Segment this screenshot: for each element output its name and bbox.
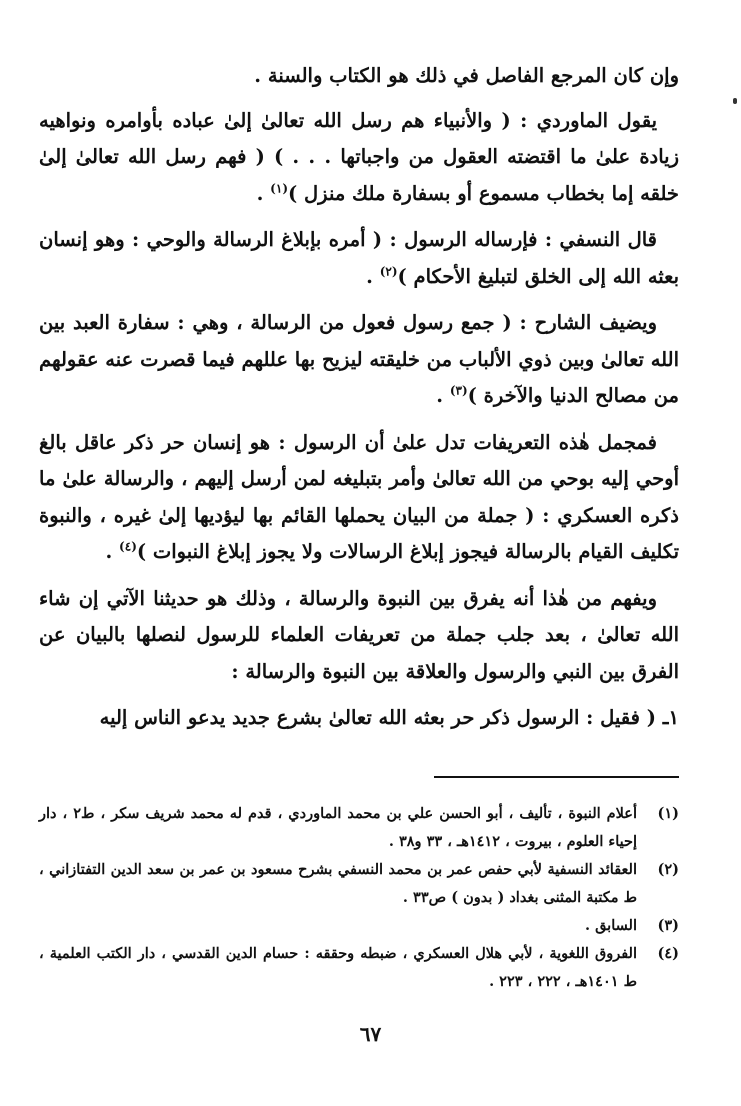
footnote-number: (١): [657, 805, 679, 822]
paragraph-text: ويفهم من هٰذا أنه يفرق بين النبوة والرسالة ، وذلك هو حديثنا الآتي إن شاء الله تعالىٰ ، بعد جلب جملة من تعريفات العلماء للرسول لنصلها بالبيان عن الفرق بين النبي والرسول والعلاقة بين النبوة والرسالة :: [39, 586, 679, 683]
footnote: [39, 912, 679, 940]
footnote-number: (٢): [657, 861, 679, 878]
footnote-number: (٤): [657, 945, 679, 962]
paragraph-text: فمجمل هٰذه التعريفات تدل علىٰ أن الرسول : هو إنسان حر ذكر عاقل بالغ أوحي إليه بوحي من الله تعالىٰ وأمر بتبليغه لمن أرسل إليهم ، والرسالة علىٰ ما ذكره العسكري : ( جملة من البيان يحملها القائم بها ليؤديها إلىٰ غيره ، والنبوة تكليف القيام بالرسالة فيجوز إبلاغ الرسالات ولا يجوز إبلاغ النبوات ): [39, 430, 679, 563]
footnote-text: العقائد النسفية لأبي حفص عمر بن محمد النسفي بشرح مسعود بن عمر بن سعد الدين التفتازاني ، ط مكتبة المثنى بغداد ( بدون ) ص٣٣ .: [39, 861, 637, 906]
paragraph: يقول الماوردي : ( والأنبياء هم رسل الله تعالىٰ إلىٰ عباده بأوامره ونواهيه زيادة علىٰ ما اقتضته العقول من واجباتها . . . ) ( فهم رسل الله تعالىٰ إلىٰ خلقه إما بخطاب مسموع أو بسفارة ملك منزل )$^{(١)}$ .: [39, 108, 679, 205]
footnote-ref: (٤): [119, 539, 137, 554]
footnote-number: (٣): [657, 917, 679, 934]
paragraph: ويضيف الشارح : ( جمع رسول فعول من الرسالة ، وهي : سفارة العبد بين الله تعالىٰ وبين ذوي الألباب من خليقته ليزيح بها عللهم فيما قصرت عنه عقولهم من مصالح الدنيا والآخرة )$^{(٣)}$ .: [39, 311, 679, 407]
footnotes: [39, 800, 679, 996]
footnote: [39, 940, 679, 996]
footnote-ref: (١): [270, 181, 288, 195]
paragraph-text: وإن كان المرجع الفاصل في ذلك هو الكتاب والسنة .: [254, 64, 679, 87]
paragraph: قال النسفي : فإرساله الرسول : ( أمره بإبلاغ الرسالة والوحي : وهو إنسان بعثه الله إلى الخلق لتبليغ الأحكام )$^{(٢)}$ .: [39, 228, 679, 288]
paragraph: [39, 700, 679, 737]
main-text: [39, 58, 679, 747]
paragraph: فمجمل هٰذه التعريفات تدل علىٰ أن الرسول : هو إنسان حر ذكر عاقل بالغ أوحي إليه بوحي من الله تعالىٰ وأمر بتبليغه لمن أرسل إليهم ، والرسالة علىٰ ما ذكره العسكري : ( جملة من البيان يحملها القائم بها ليؤديها إلىٰ غيره ، والنبوة تكليف القيام بالرسالة فيجوز إبلاغ الرسالات ولا يجوز إبلاغ النبوات )$^{(٤)}$ .: [39, 430, 679, 563]
paragraph-text: قال النسفي : فإرساله الرسول : ( أمره بإبلاغ الرسالة والوحي : وهو إنسان بعثه الله إلى الخلق لتبليغ الأحكام ): [39, 228, 679, 288]
margin-mark: [733, 98, 737, 104]
footnote-ref: (٢): [379, 264, 398, 278]
paragraph: [39, 581, 679, 691]
page-number: ٦٧: [359, 1022, 382, 1046]
paragraph-text: ويضيف الشارح : ( جمع رسول فعول من الرسالة ، وهي : سفارة العبد بين الله تعالىٰ وبين ذوي الألباب من خليقته ليزيح بها عللهم فيما قصرت عنه عقولهم من مصالح الدنيا والآخرة ): [39, 311, 679, 407]
footnote-ref: (٣): [449, 383, 468, 398]
paragraph: [39, 58, 679, 95]
footnote: [39, 800, 679, 856]
footnote: [39, 856, 679, 912]
paragraph-text: ١ـ ( فقيل : الرسول ذكر حر بعثه الله تعالىٰ بشرع جديد يدعو الناس إليه: [99, 706, 679, 729]
footnote-divider: [434, 776, 679, 778]
footnote-text: السابق .: [584, 917, 637, 934]
paragraph-text: يقول الماوردي : ( والأنبياء هم رسل الله تعالىٰ إلىٰ عباده بأوامره ونواهيه زيادة علىٰ ما اقتضته العقول من واجباتها . . . ) ( فهم رسل الله تعالىٰ إلىٰ خلقه إما بخطاب مسموع أو بسفارة ملك منزل ): [39, 108, 679, 205]
footnote-text: أعلام النبوة ، تأليف ، أبو الحسن علي بن محمد الماوردي ، قدم له محمد شريف سكر ، ط٢ ، دار إحياء العلوم ، بيروت ، ١٤١٢هـ ، ٣٣ و٣٨ .: [39, 805, 637, 850]
footnote-text: الفروق اللغوية ، لأبي هلال العسكري ، ضبطه وحققه : حسام الدين القدسي ، دار الكتب العلمية ، ط ١٤٠١هـ ، ٢٢٢ ، ٢٢٣ .: [39, 945, 637, 990]
